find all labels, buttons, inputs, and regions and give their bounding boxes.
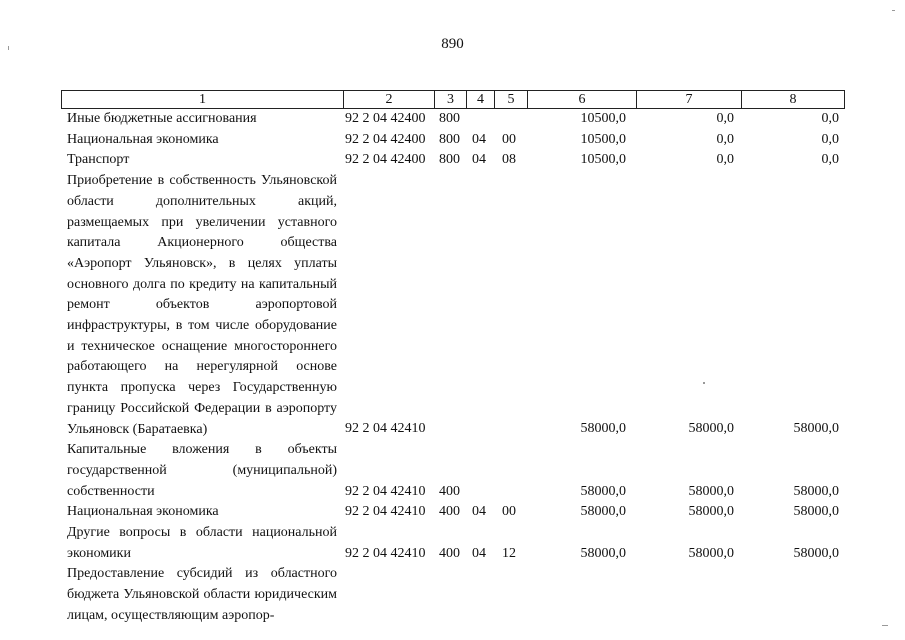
row-value-8: 0,0: [821, 131, 839, 147]
row-section: 04: [472, 152, 486, 168]
row-code: 92 2 04 42400: [345, 131, 426, 147]
row-description: Капитальные вложения в объекты государственной (муниципальной) собственности: [67, 442, 337, 499]
table-row: [0, 523, 905, 565]
row-subsection: 00: [502, 504, 516, 520]
row-section: 04: [472, 131, 486, 147]
row-description: Национальная экономика: [67, 504, 219, 520]
row-value-7: 58000,0: [688, 421, 734, 437]
row-value-7: 0,0: [716, 131, 734, 147]
row-value-6: 10500,0: [580, 131, 626, 147]
table-row: [0, 440, 905, 502]
row-value-6: 58000,0: [580, 545, 626, 561]
row-expense-type: 800: [439, 111, 460, 126]
table-row: [0, 171, 905, 441]
table-row: [0, 130, 905, 151]
row-value-6: 10500,0: [580, 152, 626, 168]
scan-speck: [703, 382, 705, 384]
table-row: [0, 564, 905, 628]
row-description: Предоставление субсидий из областного бюджета Ульяновской области юридическим лицам, осуществляющим аэропор-: [67, 566, 337, 623]
column-header: 1: [62, 91, 344, 108]
row-expense-type: 400: [439, 545, 460, 561]
row-value-7: 58000,0: [688, 483, 734, 499]
scan-speck: [882, 625, 888, 626]
column-header: 3: [435, 91, 467, 108]
row-subsection: 08: [502, 152, 516, 168]
column-header: 8: [789, 92, 797, 107]
column-header: 7: [637, 91, 742, 108]
row-value-8: 58000,0: [793, 421, 839, 437]
row-value-8: 58000,0: [793, 483, 839, 499]
row-code: 92 2 04 42400: [345, 111, 426, 126]
row-section: 04: [472, 504, 486, 520]
row-expense-type: 800: [439, 152, 460, 168]
row-code: 92 2 04 42410: [345, 483, 426, 499]
row-expense-type: 800: [439, 131, 460, 147]
row-section: 04: [472, 545, 486, 561]
row-code: 92 2 04 42400: [345, 152, 426, 168]
row-value-6: 58000,0: [580, 421, 626, 437]
row-description: Национальная экономика: [67, 131, 219, 147]
row-expense-type: 400: [439, 483, 460, 499]
row-subsection: 00: [502, 131, 516, 147]
row-description: Приобретение в собственность Ульяновской области дополнительных акций, размещаемых при увеличении уставного капитала Акционерного общества «Аэропорт Ульяновск», в целях уплаты основного долга по кредиту на капитальный ремонт объектов аэропортовой инфраструктуры, в том числе оборудование и техническое оснащение многостороннего работающего на нерегулярной основе пункта пропуска через Государственную границу Российской Федерации в аэропорту Ульяновск (Баратаевка): [67, 173, 337, 437]
scan-speck: [892, 10, 895, 11]
row-code: 92 2 04 42410: [345, 545, 426, 561]
row-value-7: 0,0: [716, 152, 734, 168]
row-value-8: 58000,0: [793, 504, 839, 520]
row-value-6: 10500,0: [580, 111, 626, 126]
table-row: [0, 109, 905, 130]
row-value-7: 58000,0: [688, 504, 734, 520]
row-code: 92 2 04 42410: [345, 421, 426, 437]
row-subsection: 12: [502, 545, 516, 561]
row-value-7: 0,0: [716, 111, 734, 126]
row-value-8: 58000,0: [793, 545, 839, 561]
table-row: [0, 150, 905, 171]
row-expense-type: 400: [439, 504, 460, 520]
page-number: 890: [441, 36, 464, 52]
table-header: [61, 90, 845, 109]
row-description: Иные бюджетные ассигнования: [67, 111, 257, 126]
row-description: Другие вопросы в области национальной экономики: [67, 525, 337, 561]
row-value-6: 58000,0: [580, 483, 626, 499]
row-description: Транспорт: [67, 152, 130, 168]
column-header: 2: [344, 91, 435, 108]
column-header: 6: [528, 91, 637, 108]
column-header: 5: [495, 91, 528, 108]
row-value-6: 58000,0: [580, 504, 626, 520]
table-row: [0, 502, 905, 523]
row-value-7: 58000,0: [688, 545, 734, 561]
row-value-8: 0,0: [821, 152, 839, 168]
row-value-8: 0,0: [821, 111, 839, 126]
row-code: 92 2 04 42410: [345, 504, 426, 520]
scan-speck: [8, 46, 9, 50]
column-header: 4: [467, 91, 495, 108]
